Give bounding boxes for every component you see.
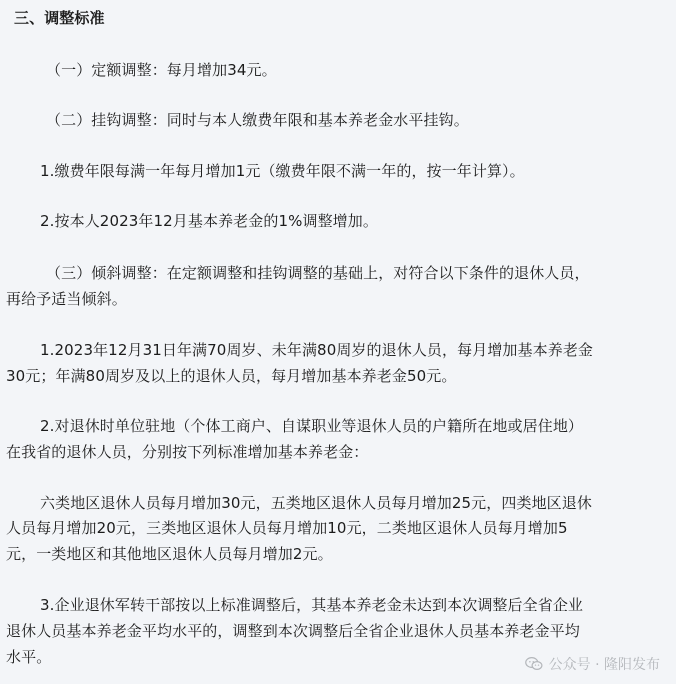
paragraph-line: 退休人员基本养老金平均水平的，调整到本次调整后全省企业退休人员基本养老金平均	[6, 622, 580, 640]
paragraph-line: 30元；年满80周岁及以上的退休人员，每月增加基本养老金50元。	[6, 367, 457, 385]
paragraph-line: 2.对退休时单位驻地（个体工商户、自谋职业等退休人员的户籍所在地或居住地）	[40, 417, 584, 435]
wechat-icon	[525, 656, 543, 672]
paragraph-line: （二）挂钩调整：同时与本人缴费年限和基本养老金水平挂钩。	[46, 111, 469, 129]
paragraph-line: 六类地区退休人员每月增加30元，五类地区退休人员每月增加25元，四类地区退休	[40, 494, 592, 512]
section-heading: 三、调整标准	[14, 9, 105, 27]
paragraph-line: 2.按本人2023年12月基本养老金的1%调整增加。	[40, 212, 378, 230]
watermark-text: 公众号 · 隆阳发布	[548, 657, 660, 673]
paragraph-line: 1.缴费年限每满一年每月增加1元（缴费年限不满一年的，按一年计算）。	[40, 162, 525, 180]
paragraph-line: 3.企业退休军转干部按以上标准调整后，其基本养老金未达到本次调整后全省企业	[40, 596, 584, 614]
paragraph-line: 元，一类地区和其他地区退休人员每月增加2元。	[6, 545, 333, 563]
paragraph-line: 1.2023年12月31日年满70周岁、未年满80周岁的退休人员，每月增加基本养老金	[40, 341, 594, 359]
paragraph-line: 在我省的退休人员，分别按下列标准增加基本养老金：	[6, 443, 369, 461]
paragraph-line: （一）定额调整：每月增加34元。	[46, 61, 277, 79]
paragraph-line: 再给予适当倾斜。	[6, 290, 127, 308]
paragraph-line: 人员每月增加20元，三类地区退休人员每月增加10元，二类地区退休人员每月增加5	[6, 519, 568, 537]
paragraph-line: （三）倾斜调整：在定额调整和挂钩调整的基础上，对符合以下条件的退休人员，	[46, 264, 590, 282]
paragraph-line: 水平。	[6, 648, 52, 666]
watermark	[525, 654, 660, 674]
